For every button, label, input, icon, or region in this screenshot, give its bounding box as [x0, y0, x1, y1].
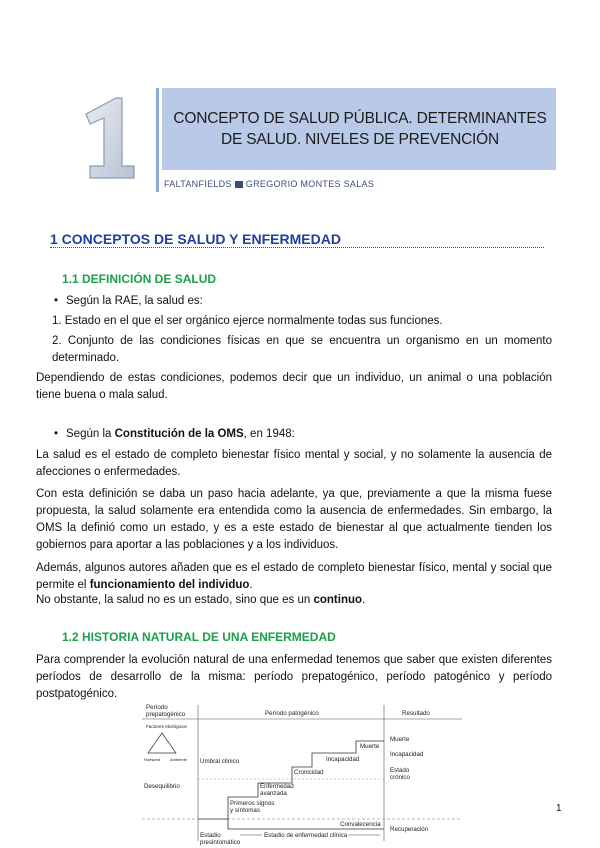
- enfermedad-avanzada-l1: Enfermedad: [260, 783, 294, 790]
- para-ademas: Además, algunos autores añaden que es el estado de completo bienestar físico, mental y social que permite el funcionamiento del individuo.: [36, 562, 552, 591]
- muerte-label: Muerte: [360, 743, 380, 750]
- desequilibrio: Desequilibrio: [144, 783, 180, 790]
- periodo-pre-l2: prepatogénico: [146, 711, 186, 718]
- incapacidad-label: Incapacidad: [326, 756, 360, 763]
- convalecencia-label: Convalecencia: [340, 821, 381, 828]
- section-heading-rule: [50, 247, 544, 248]
- chapter-number: 1: [107, 152, 109, 153]
- estadio-pre-l1: Estadio: [200, 832, 221, 839]
- bullet-oms: • Según la Constitución de la OMS, en 1948:: [54, 426, 295, 443]
- enfermedad-avanzada-l2: avanzada: [260, 790, 287, 797]
- para-oms: La salud es el estado de completo bienestar físico mental y social, y no solamente la ausencia de afecciones o enfermedades.: [36, 449, 552, 478]
- page-number: 1: [556, 803, 562, 814]
- author-right: GREGORIO MONTES SALAS: [245, 179, 375, 189]
- resultado-recuperacion: Recuperación: [390, 826, 429, 833]
- author-left: FALTANFIELDS: [164, 179, 232, 189]
- para-historia: Para comprender la evolución natural de una enfermedad tenemos que saber que existen diferentes períodos de desarrollo de la misma: período prepatogénico, período patogénico y período postpatogénico.: [36, 654, 552, 700]
- para-noobstante: No obstante, la salud no es un estado, sino que es un continuo.: [36, 594, 366, 606]
- factores-etiologicos: Factores etiológicos: [146, 724, 187, 729]
- oms-bold: Constitución de la OMS: [114, 428, 244, 440]
- resultado-incapacidad: Incapacidad: [390, 751, 424, 758]
- primeros-l2: y síntomas: [230, 807, 260, 814]
- resultado-header: Resultado: [402, 710, 430, 717]
- author-line: [164, 179, 374, 189]
- para-condiciones: Dependiendo de estas condiciones, podemos decir que un individuo, un animal o una población tiene buena o mala salud.: [36, 372, 552, 401]
- cronicidad-label: Cronicidad: [294, 769, 324, 776]
- disease-progression-line: [198, 741, 384, 819]
- triangle-left: Huésped: [144, 757, 161, 762]
- chapter-title: CONCEPTO DE SALUD PÚBLICA. DETERMINANTES DE SALUD. NIVELES DE PREVENCIÓN: [173, 110, 547, 148]
- estadio-clinica: Estadio de enfermedad clínica: [264, 832, 348, 839]
- periodo-pre-l1: Período: [146, 704, 168, 711]
- para-paso: Con esta definición se daba un paso hacia adelante, ya que, previamente a que la misma fuese propuesta, la salud solamente era entendida como la ausencia de enfermedades. Sin embargo, la OMS la definió como un estado, y es a este estado de bienestar al que actualmente tienden los gobiernos para aportar a las poblaciones y a los individuos.: [36, 488, 552, 551]
- triangle-right: Ambiente: [170, 757, 187, 762]
- resultado-estado-l2: crónico: [390, 774, 410, 781]
- list-item-1: 1. Estado en el que el ser orgánico ejerce normalmente todas sus funciones.: [52, 315, 443, 327]
- list-item-2-line1: 2. Conjunto de las condiciones físicas en que se encuentra un organismo en un momento: [52, 335, 552, 347]
- resultado-estado-l1: Estado: [390, 767, 410, 774]
- section-heading: 1 CONCEPTOS DE SALUD Y ENFERMEDAD: [50, 231, 341, 247]
- chapter-number-graphic: [72, 92, 144, 182]
- resultado-muerte: Muerte: [390, 736, 410, 743]
- subsection-heading-historia: 1.2 HISTORIA NATURAL DE UNA ENFERMEDAD: [62, 630, 336, 644]
- periodo-patogenico: Período patogénico: [265, 710, 319, 717]
- bullet-rae: • Según la RAE, la salud es:: [54, 293, 203, 310]
- primeros-l1: Primeros signos: [230, 800, 275, 807]
- epidemiological-triangle-icon: [148, 733, 176, 753]
- subsection-heading-definicion: 1.1 DEFINICIÓN DE SALUD: [62, 272, 217, 286]
- estadio-pre-l2: presintomático: [200, 839, 241, 846]
- umbral-clinico: Umbral clínico: [200, 758, 240, 765]
- list-item-2-line2: determinado.: [52, 352, 120, 364]
- separator-square-icon: [235, 181, 243, 188]
- natural-history-diagram: [140, 701, 462, 848]
- title-accent-bar: [156, 88, 159, 192]
